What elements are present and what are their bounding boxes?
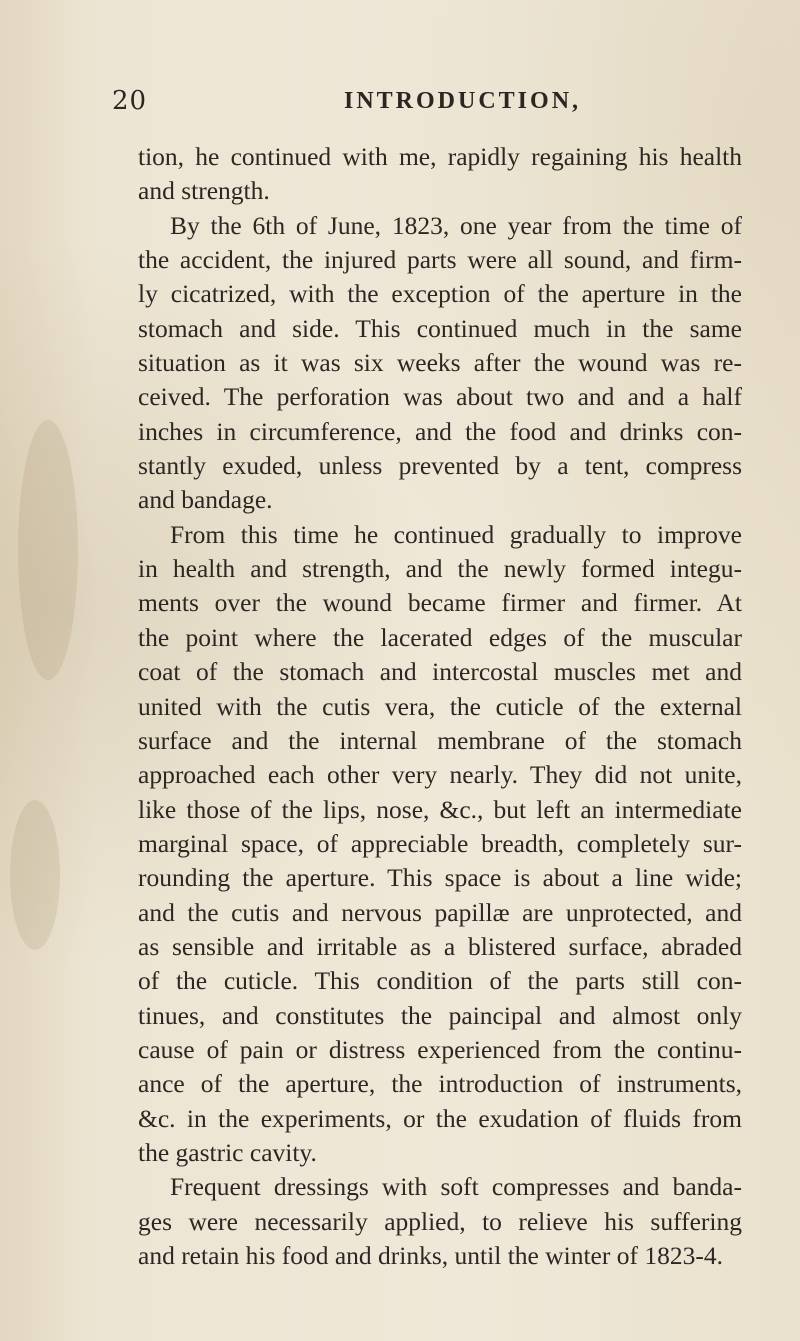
text-line: in health and strength, and the newly formed integu- <box>138 554 742 584</box>
text-line: stantly exuded, unless prevented by a tent, compress <box>138 451 742 481</box>
text-line: of the cuticle. This condition of the parts still con- <box>138 966 742 996</box>
text-line: coat of the stomach and intercostal muscles met and <box>138 657 742 687</box>
text-line: as sensible and irritable as a blistered surface, abraded <box>138 931 742 961</box>
text-line: ments over the wound became firmer and firmer. At <box>138 588 742 618</box>
running-title: INTRODUCTION, <box>344 88 582 114</box>
text-line: the accident, the injured parts were all sound, and firm- <box>138 245 742 275</box>
text-line: cause of pain or distress experienced from the continu- <box>138 1034 742 1064</box>
text-line: stomach and side. This continued much in the same <box>138 313 742 343</box>
text-line: situation as it was six weeks after the wound was re- <box>138 348 742 378</box>
body-text <box>138 140 742 1273</box>
page-number: 20 <box>112 86 148 116</box>
text-line: and the cutis and nervous papillæ are unprotected, and <box>138 897 742 927</box>
text-line: and bandage. <box>138 485 273 515</box>
text-line: like those of the lips, nose, &c., but left an intermediate <box>138 794 742 824</box>
text-line: marginal space, of appreciable breadth, completely sur- <box>138 828 742 858</box>
text-line: tinues, and constitutes the paincipal and almost only <box>138 1000 742 1030</box>
text-line: ges were necessarily applied, to relieve his suffering <box>138 1206 742 1236</box>
text-line: ance of the aperture, the introduction of instruments, <box>138 1069 742 1099</box>
text-line: Frequent dressings with soft compresses and banda- <box>170 1172 742 1202</box>
text-line: &c. in the experiments, or the exudation of fluids from <box>138 1103 742 1133</box>
text-line: From this time he continued gradually to improve <box>170 519 742 549</box>
running-head <box>112 86 732 122</box>
text-line: the point where the lacerated edges of the muscular <box>138 622 742 652</box>
text-line: ly cicatrized, with the exception of the aperture in the <box>138 279 742 309</box>
text-line: united with the cutis vera, the cuticle of the external <box>138 691 742 721</box>
text-line: ceived. The perforation was about two and and a half <box>138 382 742 412</box>
text-line: approached each other very nearly. They did not unite, <box>138 760 742 790</box>
paper-stain <box>18 420 78 680</box>
text-line: and retain his food and drinks, until the winter of 1823-4. <box>138 1241 723 1270</box>
text-line: rounding the aperture. This space is about a line wide; <box>138 863 742 893</box>
text-line: By the 6th of June, 1823, one year from the time of <box>170 210 742 240</box>
text-line: inches in circumference, and the food and drinks con- <box>138 416 742 446</box>
text-line: the gastric cavity. <box>138 1137 317 1167</box>
text-line: and strength. <box>138 176 270 206</box>
text-line: tion, he continued with me, rapidly regaining his health <box>138 142 742 171</box>
text-line: surface and the internal membrane of the stomach <box>138 725 742 755</box>
paper-stain <box>10 800 60 950</box>
